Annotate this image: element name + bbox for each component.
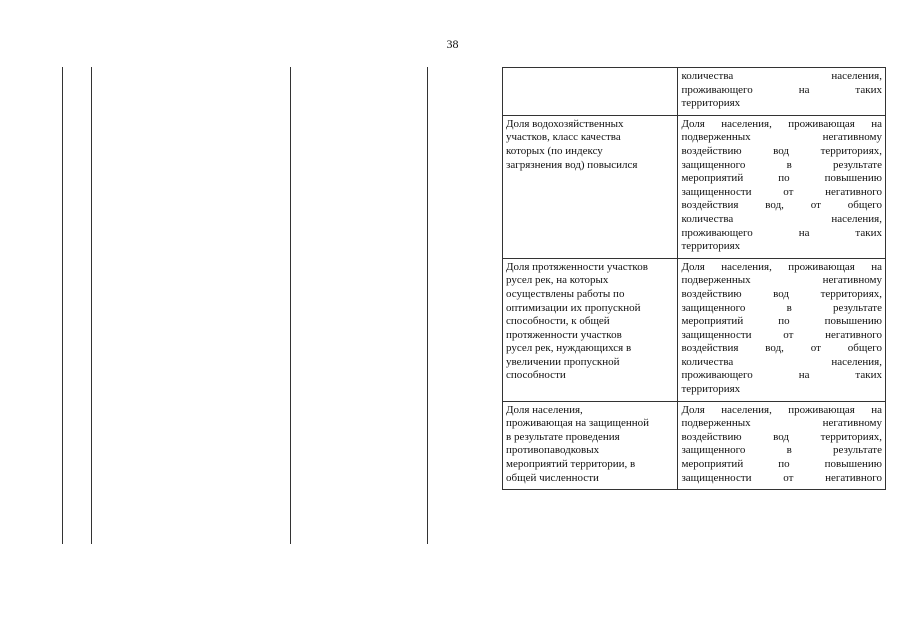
description-text-line: подверженных негативному (681, 274, 882, 287)
description-text-line: проживающего на таких (681, 369, 882, 382)
table-row (503, 115, 886, 258)
description-text-line: территориях (681, 97, 741, 110)
description-text-line: воздействия вод, от общего (681, 199, 882, 212)
indicator-text-line: участков, класс качества (506, 131, 621, 144)
column-rule (427, 67, 428, 544)
indicator-text-line: способности, к общей (506, 315, 610, 328)
description-text-line: проживающего на таких (681, 83, 882, 96)
indicator-text-line: общей численности (506, 471, 599, 484)
description-text-line: Доля населения, проживающая на (681, 117, 882, 130)
column-rule (91, 67, 92, 544)
description-text-line: количества населения, (681, 212, 882, 225)
table-row (503, 68, 886, 116)
description-cell (678, 258, 886, 401)
description-text-line: территориях (681, 383, 741, 396)
indicator-text-line: проживающая на защищенной (506, 417, 650, 430)
indicator-text-line: протяженности участков (506, 328, 622, 341)
description-text-line: Доля населения, проживающая на (681, 260, 882, 273)
left-table-column-rules (0, 67, 440, 544)
description-text-line: защищенности от негативного (681, 328, 882, 341)
indicator-text-line: в результате проведения (506, 430, 620, 443)
indicator-cell (503, 68, 678, 116)
description-text-line: мероприятий по повышению (681, 458, 882, 471)
description-text-line: подверженных негативному (681, 131, 882, 144)
description-text-line: подверженных негативному (681, 417, 882, 430)
description-cell (678, 115, 886, 258)
description-cell (678, 401, 886, 490)
indicator-text-line: которых (по индексу (506, 144, 603, 157)
description-text-line: территориях (681, 240, 741, 253)
indicator-text-line: способности (506, 369, 566, 382)
description-text-line: защищенности от негативного (681, 471, 882, 484)
description-text-line: защищенного в результате (681, 444, 882, 457)
description-text-line: проживающего на таких (681, 226, 882, 239)
indicator-cell (503, 401, 678, 490)
description-text-line: количества населения, (681, 355, 882, 368)
description-text-line: воздействию вод территориях, (681, 287, 882, 300)
description-text-line: мероприятий по повышению (681, 172, 882, 185)
indicator-text-line: осуществлены работы по (506, 287, 625, 300)
indicator-text-line: противопаводковых (506, 444, 600, 457)
indicator-text-line: загрязнения вод) повысился (506, 158, 638, 171)
indicator-text-line: мероприятий территории, в (506, 458, 636, 471)
indicator-text-line: русел рек, нуждающихся в (506, 342, 632, 355)
description-text-line: воздействию вод территориях, (681, 430, 882, 443)
indicator-text-line: увеличении пропускной (506, 355, 620, 368)
indicator-text-line: Доля населения, (506, 403, 583, 416)
table-row (503, 401, 886, 490)
description-text-line: количества населения, (681, 70, 882, 82)
indicator-text-line: русел рек, на которых (506, 274, 609, 287)
column-rule (62, 67, 63, 544)
description-text-line: защищенности от негативного (681, 185, 882, 198)
column-rule (290, 67, 291, 544)
indicator-text-line: Доля водохозяйственных (506, 117, 624, 130)
description-text-line: Доля населения, проживающая на (681, 403, 882, 416)
indicator-text-line: Доля протяженности участков (506, 260, 648, 273)
indicator-cell (503, 258, 678, 401)
indicator-text-line: оптимизации их пропускной (506, 301, 641, 314)
description-text-line: защищенного в результате (681, 158, 882, 171)
indicators-table (502, 67, 886, 490)
description-text-line: воздействия вод, от общего (681, 342, 882, 355)
description-text-line: защищенного в результате (681, 301, 882, 314)
indicator-cell (503, 115, 678, 258)
description-text-line: воздействию вод территориях, (681, 144, 882, 157)
page-number: 38 (446, 37, 459, 51)
table-row (503, 258, 886, 401)
description-cell (678, 68, 886, 116)
description-text-line: мероприятий по повышению (681, 315, 882, 328)
